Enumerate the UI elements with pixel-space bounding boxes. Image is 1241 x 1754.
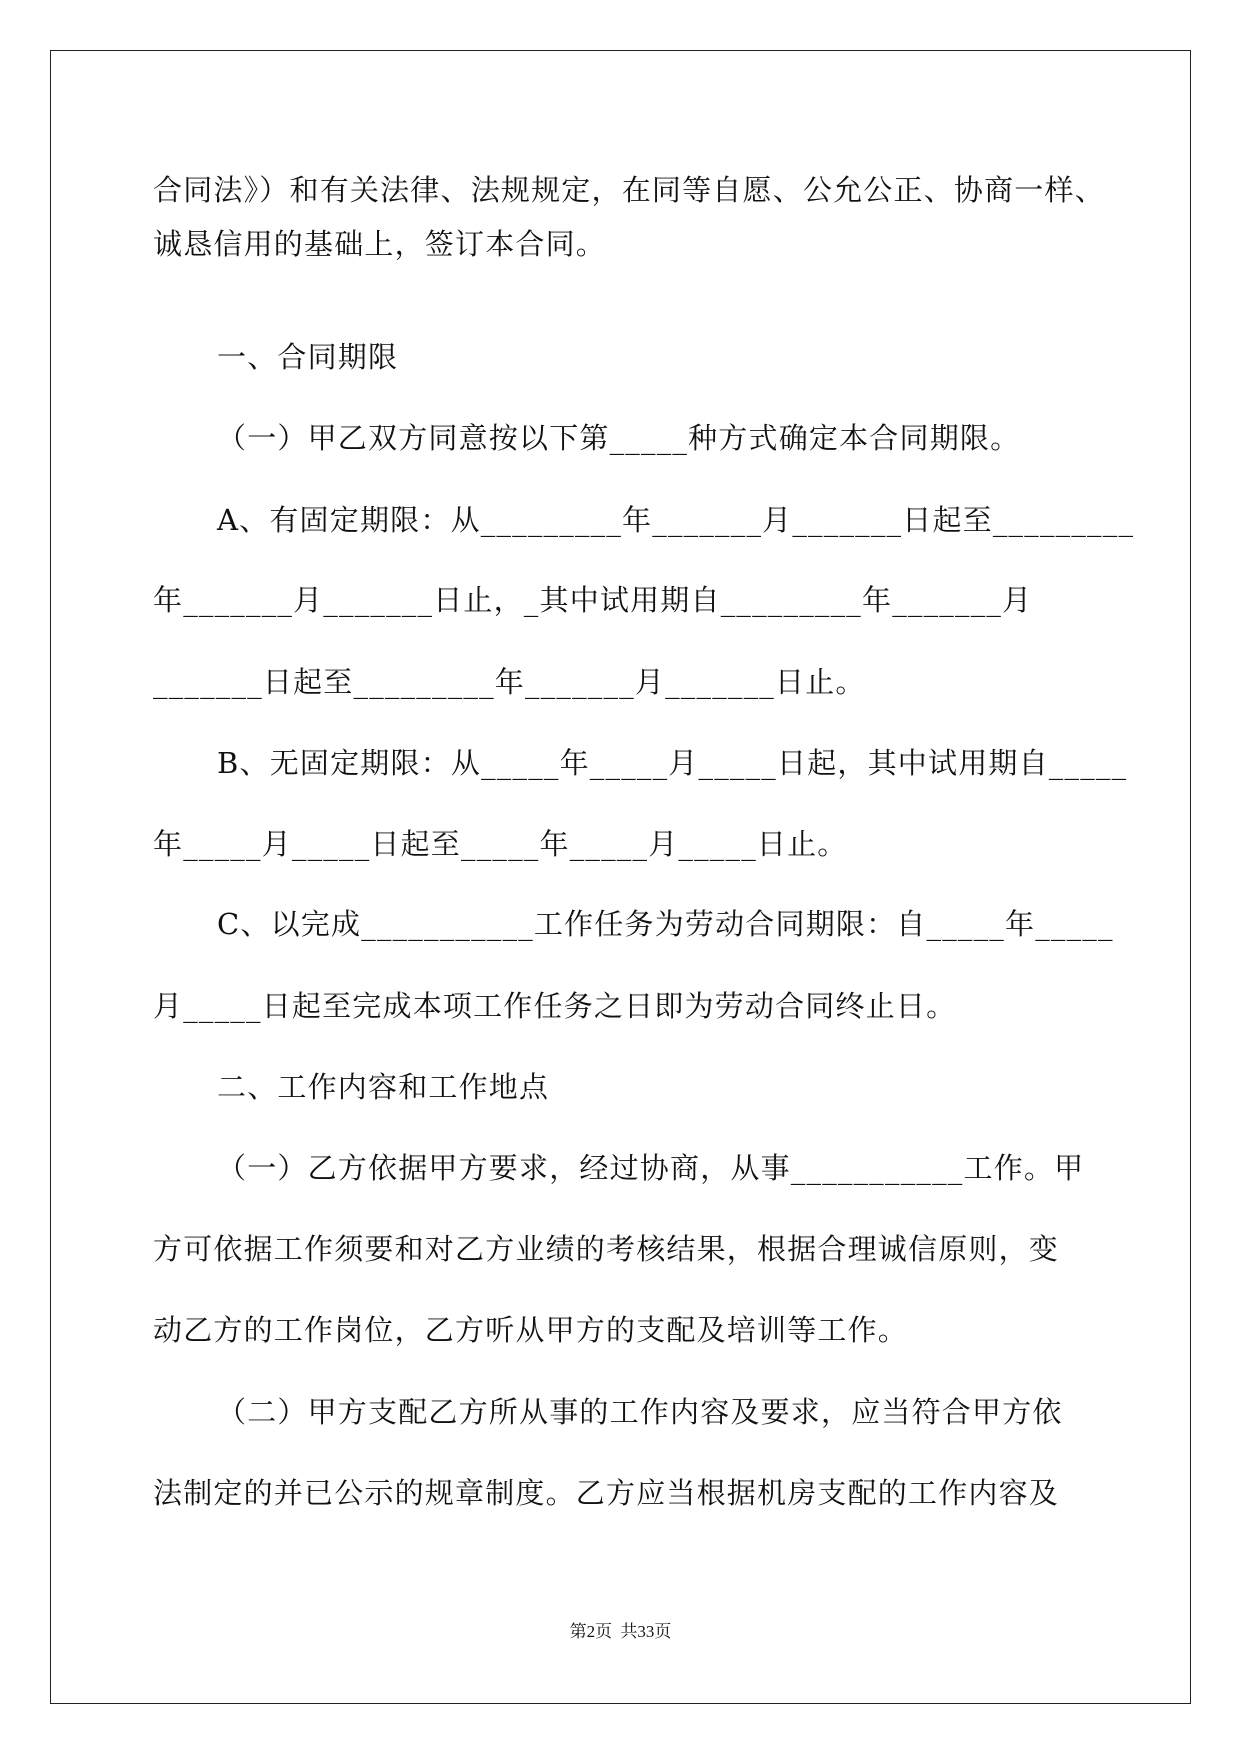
text-line: 法制定的并已公示的规章制度。乙方应当根据机房支配的工作内容及: [153, 1476, 1060, 1510]
section-heading: 一、合同期限: [217, 340, 399, 374]
section-heading: 二、工作内容和工作地点: [217, 1070, 550, 1104]
text-line: 诚恳信用的基础上，签订本合同。: [153, 227, 607, 261]
text-line: B、无固定期限：从_____年_____月_____日起，其中试用期自_____: [217, 746, 1128, 780]
text-line: 合同法》）和有关法律、法规规定，在同等自愿、公允公正、协商一样、: [153, 173, 1105, 207]
text-line: 方可依据工作须要和对乙方业绩的考核结果，根据合理诚信原则，变: [153, 1232, 1060, 1266]
text-line: 年_______月_______日止，_其中试用期自_________年_______月: [153, 583, 1033, 617]
text-line: C、以完成___________工作任务为劳动合同期限：自_____年_____: [217, 907, 1114, 941]
text-line: （一）乙方依据甲方要求，经过协商，从事___________工作。甲: [217, 1151, 1085, 1185]
text-line: _______日起至_________年_______月_______日止。: [153, 665, 866, 699]
page-footer: [0, 1622, 1241, 1642]
text-line: 动乙方的工作岗位，乙方听从甲方的支配及培训等工作。: [153, 1313, 909, 1347]
page-number: 第2页: [569, 1622, 613, 1641]
text-line: （二）甲方支配乙方所从事的工作内容及要求，应当符合甲方依: [217, 1395, 1063, 1429]
text-line: （一）甲乙双方同意按以下第_____种方式确定本合同期限。: [217, 421, 1021, 455]
text-line: 月_____日起至完成本项工作任务之日即为劳动合同终止日。: [153, 989, 957, 1023]
text-line: A、有固定期限：从_________年_______月_______日起至_________: [217, 503, 1135, 537]
page-total: 共33页: [620, 1622, 672, 1641]
text-line: 年_____月_____日起至_____年_____月_____日止。: [153, 827, 848, 861]
page-frame: [50, 50, 1191, 1704]
